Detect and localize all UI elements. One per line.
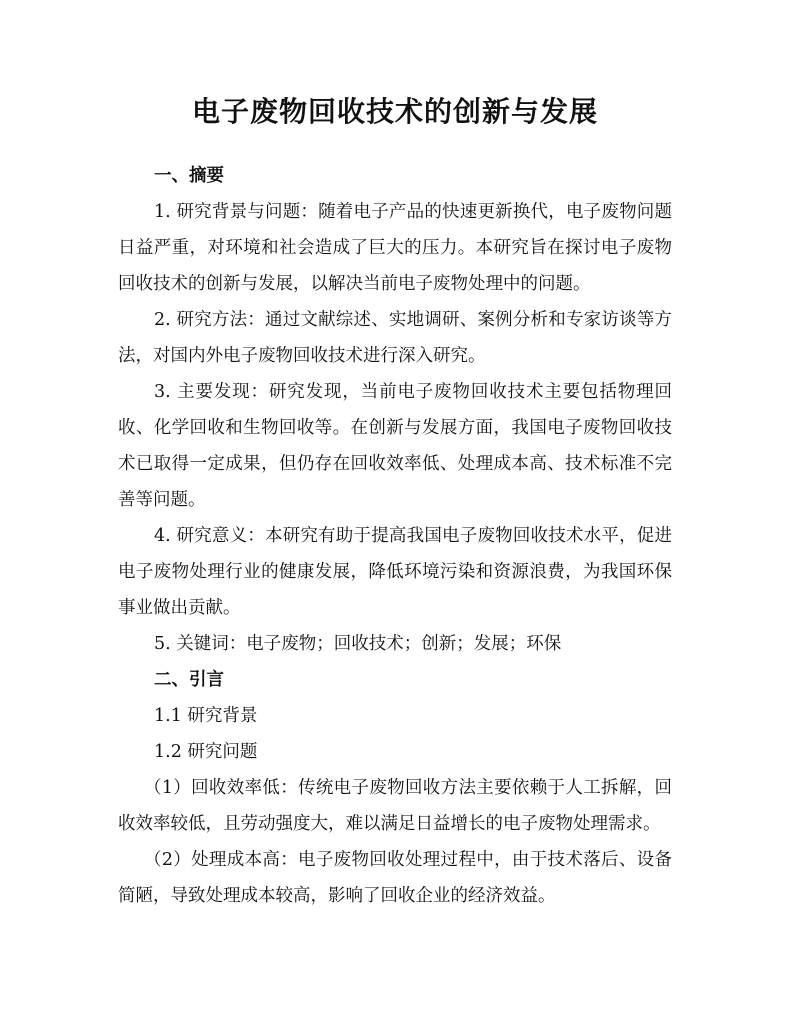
section-heading-abstract: 一、摘要 — [154, 166, 224, 186]
abstract-paragraph-4: 4. 研究意义：本研究有助于提高我国电子废物回收技术水平，促进电子废物处理行业的健康发展，降低环境污染和资源浪费，为我国环保事业做出贡献。 — [118, 526, 672, 618]
intro-paragraph-1: （1）回收效率低：传统电子废物回收方法主要依赖于人工拆解，回收效率较低，且劳动强度大，难以满足日益增长的电子废物处理需求。 — [118, 778, 672, 834]
section-heading-introduction: 二、引言 — [154, 670, 224, 690]
intro-paragraph-2: （2）处理成本高：电子废物回收处理过程中，由于技术落后、设备简陋，导致处理成本较高，影响了回收企业的经济效益。 — [118, 850, 672, 906]
abstract-paragraph-2: 2. 研究方法：通过文献综述、实地调研、案例分析和专家访谈等方法，对国内外电子废物回收技术进行深入研究。 — [118, 310, 672, 366]
document-title: 电子废物回收技术的创新与发展 — [191, 95, 598, 128]
subsection-1-2: 1.2 研究问题 — [154, 742, 258, 762]
abstract-paragraph-1: 1. 研究背景与问题：随着电子产品的快速更新换代，电子废物问题日益严重，对环境和社会造成了巨大的压力。本研究旨在探讨电子废物回收技术的创新与发展，以解决当前电子废物处理中的问题。 — [118, 202, 672, 294]
abstract-paragraph-3: 3. 主要发现：研究发现，当前电子废物回收技术主要包括物理回收、化学回收和生物回收等。在创新与发展方面，我国电子废物回收技术已取得一定成果，但仍存在回收效率低、处理成本高、技术标准不完善等问题。 — [118, 382, 672, 510]
subsection-1-1: 1.1 研究背景 — [154, 706, 258, 726]
abstract-keywords: 5. 关键词：电子废物；回收技术；创新；发展；环保 — [154, 634, 562, 654]
